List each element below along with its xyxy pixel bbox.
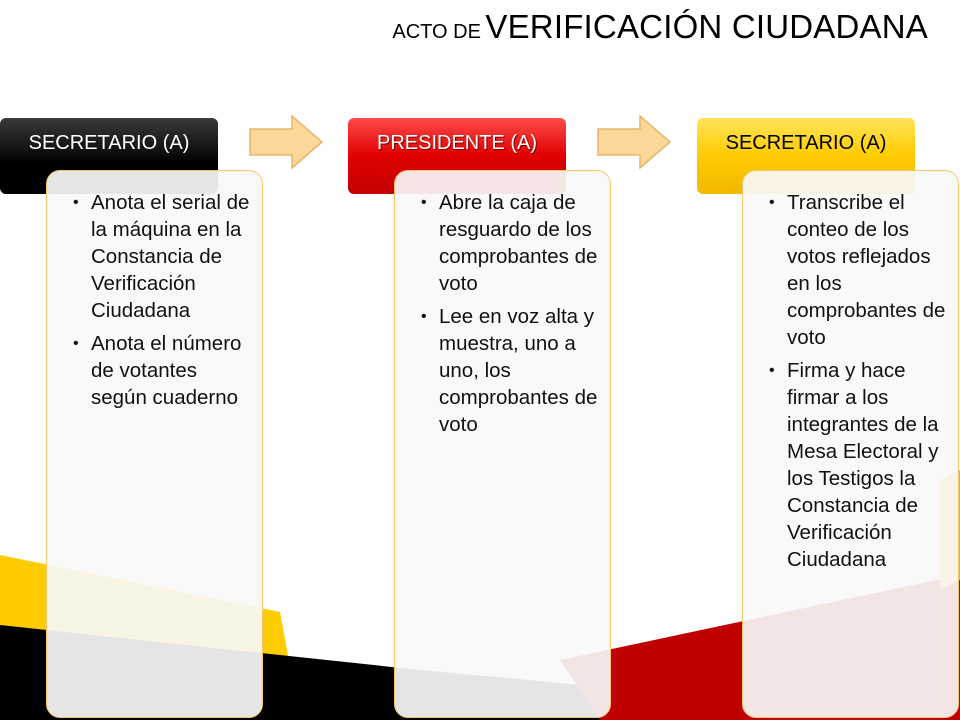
page-title <box>0 8 928 46</box>
step-2-card <box>394 170 611 718</box>
title-main: VERIFICACIÓN CIUDADANA <box>485 8 928 45</box>
step-1-role: SECRETARIO (A) <box>28 132 190 154</box>
step-1-item: • Anota el serial de la máquina en la Constancia de Verificación Ciudadana <box>73 189 252 324</box>
step-3-item: • Transcribe el conteo de los votos reflejados en los comprobantes de voto <box>769 189 948 351</box>
step-3-role: SECRETARIO (A) <box>725 132 887 154</box>
flow-arrow-2 <box>594 113 674 171</box>
step-3-card <box>742 170 959 718</box>
title-prefix: ACTO DE <box>392 21 481 43</box>
flow-arrow-1 <box>246 113 326 171</box>
step-1-item: • Anota el número de votantes según cuaderno <box>73 330 252 411</box>
step-3-item: • Firma y hace firmar a los integrantes de la Mesa Electoral y los Testigos la Constancia de Verificación Ciudadana <box>769 357 948 573</box>
step-1-card <box>46 170 263 718</box>
step-2-item: • Lee en voz alta y muestra, uno a uno, los comprobantes de voto <box>421 303 600 438</box>
step-2-role: PRESIDENTE (A) <box>376 132 538 154</box>
step-2-item: • Abre la caja de resguardo de los comprobantes de voto <box>421 189 600 297</box>
